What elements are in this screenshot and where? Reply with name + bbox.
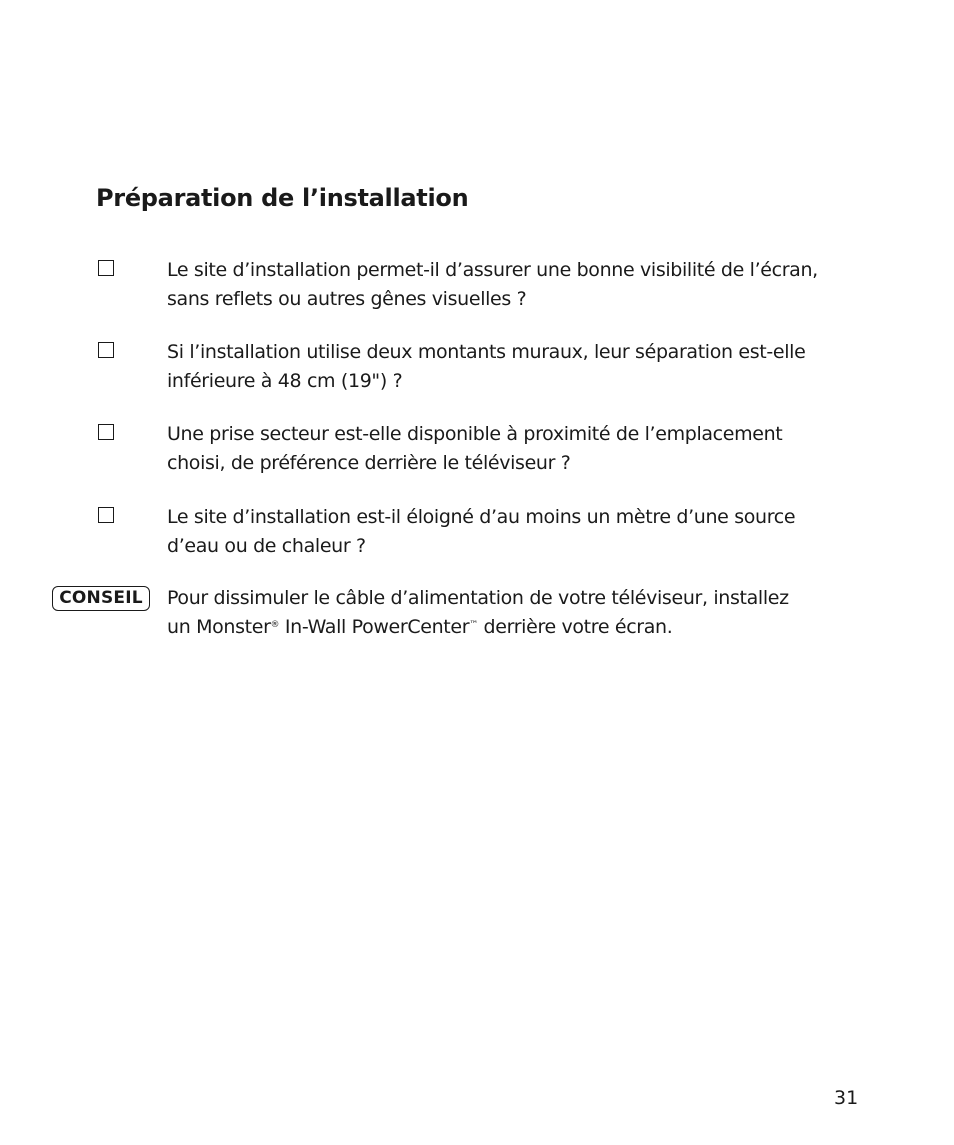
tip-line-part: derrière votre écran. [477,616,673,638]
checklist-item-line: Le site d’installation permet-il d’assurer une bonne visibilité de l’écran, [167,259,818,281]
registered-mark: ® [270,620,280,630]
checklist-item-text [167,420,867,478]
tip-badge: CONSEIL [52,586,150,611]
checklist-item-line: sans reflets ou autres gênes visuelles ? [167,288,527,310]
checkbox-icon[interactable] [98,507,114,523]
checklist-item-line: inférieure à 48 cm (19") ? [167,370,403,392]
checkbox-icon[interactable] [98,260,114,276]
trademark-mark: ™ [469,620,478,630]
checklist-item-line: Si l’installation utilise deux montants muraux, leur séparation est-elle [167,341,806,363]
checklist-item-line: Le site d’installation est-il éloigné d’au moins un mètre d’une source [167,506,796,528]
checklist-item-line: d’eau ou de chaleur ? [167,535,366,557]
tip-line: Pour dissimuler le câble d’alimentation de votre téléviseur, installez [167,587,789,609]
checklist-item-text [167,256,867,314]
tip-line-part: un Monster [167,616,271,638]
checklist-item-text [167,338,867,396]
checklist-item-line: choisi, de préférence derrière le téléviseur ? [167,452,571,474]
checklist-item-text [167,503,867,561]
tip-text [167,584,867,642]
checkbox-icon[interactable] [98,342,114,358]
page-title: Préparation de l’installation [96,184,469,212]
checklist-item-line: Une prise secteur est-elle disponible à proximité de l’emplacement [167,423,783,445]
checkbox-icon[interactable] [98,424,114,440]
page-number: 31 [834,1087,859,1109]
tip-line-part: In-Wall PowerCenter [279,616,470,638]
tip-line [167,613,867,642]
